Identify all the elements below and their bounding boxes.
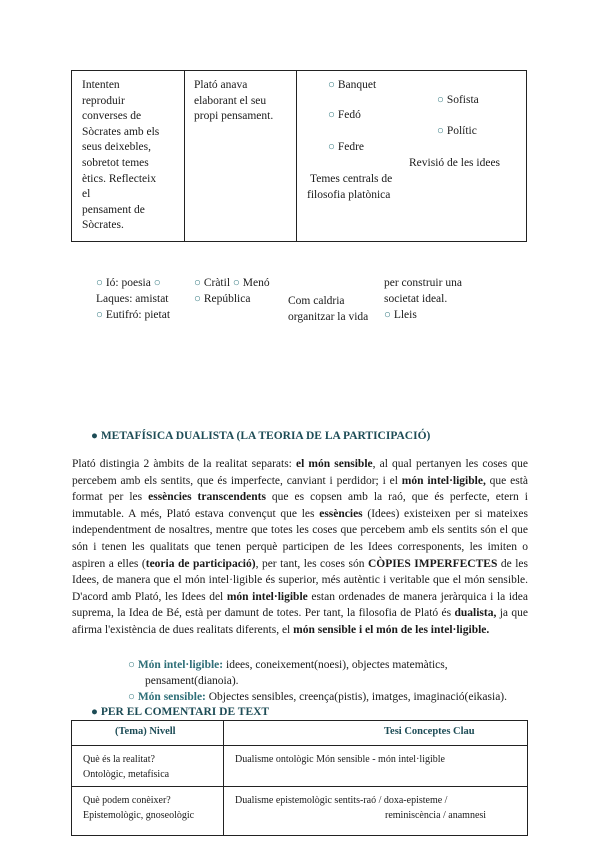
circle-bullet-icon: ○ — [328, 79, 335, 91]
section-heading: ● PER EL COMENTARI DE TEXT — [91, 706, 270, 718]
circle-bullet-icon: ○ — [232, 277, 240, 289]
table-divider — [296, 71, 297, 241]
section-heading: ● METAFÍSICA DUALISTA (LA TEORIA DE LA PARTICIPACIÓ) — [91, 430, 431, 442]
circle-bullet-icon: ○ — [96, 277, 103, 289]
table-divider — [223, 721, 224, 835]
list-item: ○ Món sensible: Objectes sensibles, creença(pistis), imatges, imaginació(eikasia). — [128, 691, 508, 703]
table-cell: Dualisme ontològic Món sensible - món intel·ligible — [235, 754, 445, 765]
dialogues-early: ○ Ió: poesia ○ Laques: amistat ○ Eutifró: pietat — [96, 277, 171, 321]
commentary-table — [71, 720, 528, 836]
circle-bullet-icon: ○ — [128, 691, 135, 703]
circle-bullet-icon: ○ — [194, 293, 201, 305]
dialogues-late: per construir una societat ideal. ○ Lleis — [384, 277, 462, 321]
body-paragraph: Plató distingia 2 àmbits de la realitat separats: el món sensible, al qual pertanyen les coses que percebem amb els sentits, que és imperfecte, canviant i perdidor; i el món intel·ligible, que està format per les essències transcendents que es copsen amb la raó, que és perfecte, etern i immutable. A més, Plató estava convençut que les essències (Idees) existeixen per si mateixes independentment de nosaltres, mentre que totes les coses que percebem amb els sentits són el que són i tenen les qualitats que tenen perquè participen de les Idees corresponents, les imiten o aspiren a elles (teoria de participació), per tant, les coses són CÒPIES IMPERFECTES de les Idees, de manera que el món intel·ligible és superior, més autèntic i veritable que el món sensible. D'acord amb Plató, les Idees del món intel·ligible estan ordenades de manera jeràrquica i la idea suprema, la Idea de Bé, està per damunt de totes. Per tant, la filosofia de Plató és dualista, ja que afirma l'existència de dues realitats diferents, el món sensible i el món de les intel·ligible. — [72, 458, 529, 636]
circle-bullet-icon: ○ — [194, 277, 201, 289]
dot-bullet-icon: ● — [91, 706, 98, 718]
column-header: (Tema) Nivell — [115, 726, 176, 737]
list-item: ○ Sofista — [437, 94, 479, 106]
table-divider — [72, 786, 527, 787]
dot-bullet-icon: ● — [91, 430, 98, 442]
list-item: ○ Banquet — [328, 79, 377, 91]
circle-bullet-icon: ○ — [437, 125, 444, 137]
table-cell: Què podem conèixer? Epistemològic, gnoseològic — [83, 795, 195, 821]
table-col-socratic: Intenten reproduir converses de Sòcrates amb els seus deixebles, sobretot temes ètics. Reflecteix el pensament de Sòcrates. — [82, 79, 160, 232]
dialogues-middle: ○ Cràtil ○ Menó ○ República — [194, 277, 270, 305]
column-header: Tesi Conceptes Clau — [384, 726, 475, 737]
table-caption: Temes centrals de filosofia platònica — [307, 173, 393, 201]
list-item: ○ Fedre — [328, 141, 365, 153]
table-caption: Revisió de les idees — [409, 157, 501, 169]
list-item: ○ Fedó — [328, 109, 361, 121]
circle-bullet-icon: ○ — [328, 109, 335, 121]
circle-bullet-icon: ○ — [153, 277, 161, 289]
list-item: ○ Món intel·ligible: idees, coneixement(noesi), objectes matemàtics, — [128, 659, 448, 671]
circle-bullet-icon: ○ — [128, 659, 135, 671]
circle-bullet-icon: ○ — [384, 309, 391, 321]
table-divider — [184, 71, 185, 241]
list-item-continuation: pensament(dianoia). — [145, 675, 239, 687]
circle-bullet-icon: ○ — [328, 141, 335, 153]
table-cell: Dualisme epistemològic sentits-raó / doxa-episteme / reminiscència / anamnesi — [235, 795, 487, 821]
circle-bullet-icon: ○ — [96, 309, 103, 321]
table-cell: Què és la realitat? Ontològic, metafísica — [83, 754, 170, 780]
dialogues-caption: Com caldria organitzar la vida — [288, 295, 369, 323]
list-item: ○ Polític — [437, 125, 477, 137]
circle-bullet-icon: ○ — [437, 94, 444, 106]
table-col-transition: Plató anava elaborant el seu propi pensament. — [194, 79, 274, 122]
table-divider — [72, 745, 527, 746]
